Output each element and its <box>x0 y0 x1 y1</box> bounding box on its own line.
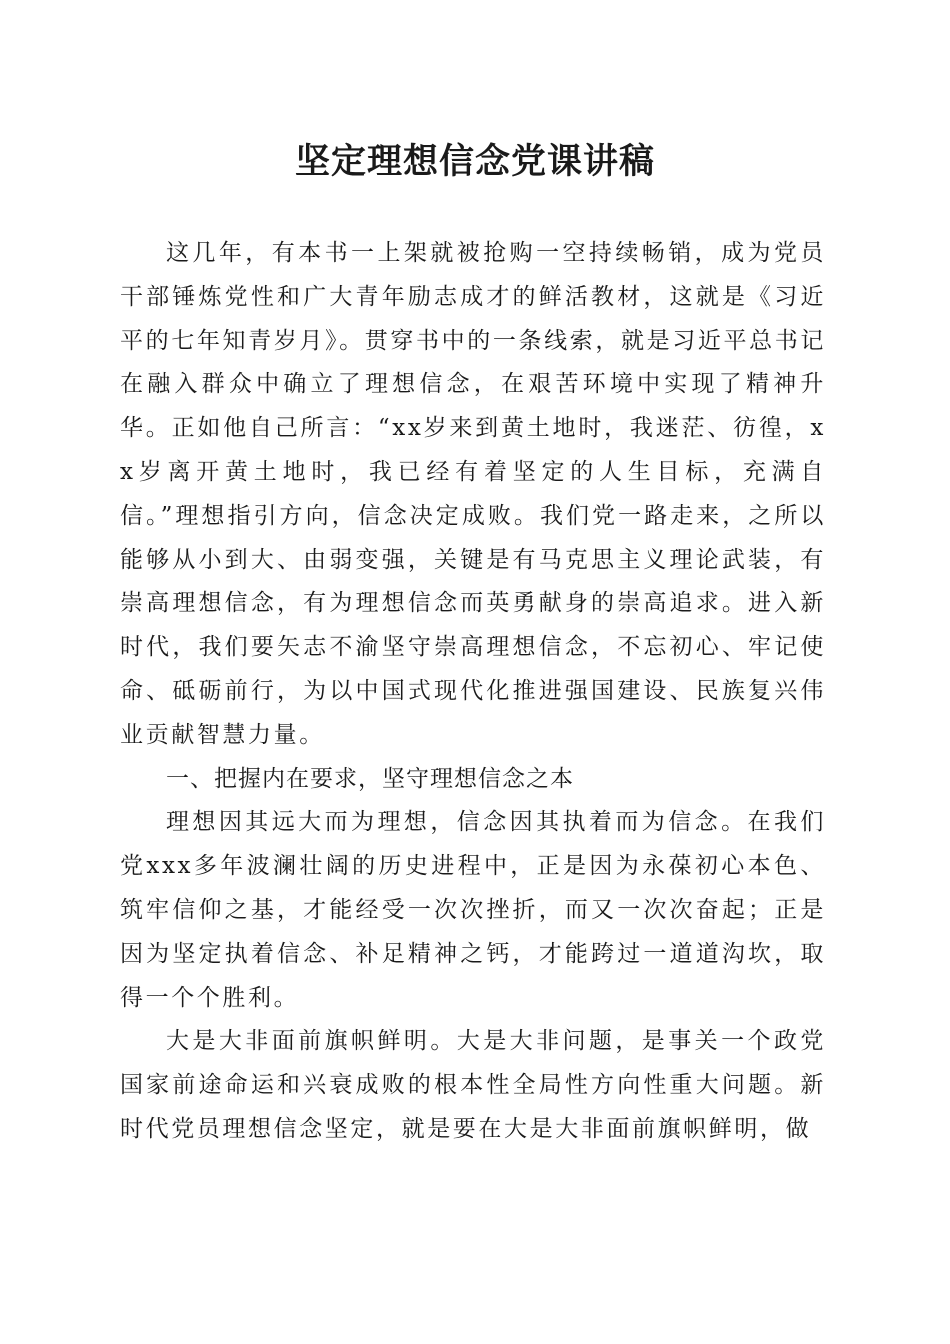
paragraph-intro: 这几年，有本书一上架就被抢购一空持续畅销，成为党员干部锤炼党性和广大青年励志成才的鲜活教材，这就是《习近平的七年知青岁月》。贯穿书中的一条线索，就是习近平总书记在融入群众中确立了理想信念，在艰苦环境中实现了精神升华。正如他自己所言：“xx岁来到黄土地时，我迷茫、彷徨，xx岁离开黄土地时，我已经有着坚定的人生目标，充满自信。”理想指引方向，信念决定成败。我们党一路走来，之所以能够从小到大、由弱变强，关键是有马克思主义理论武装，有崇高理想信念，有为理想信念而英勇献身的崇高追求。进入新时代，我们要矢志不渝坚守崇高理想信念，不忘初心、牢记使命、砥砺前行，为以中国式现代化推进强国建设、民族复兴伟业贡献智慧力量。 <box>120 240 826 748</box>
paragraph-right-wrong: 大是大非面前旗帜鲜明。大是大非问题，是事关一个政党国家前途命运和兴衰成败的根本性全局性方向性重大问题。新时代党员理想信念坚定，就是要在大是大非面前旗帜鲜明，做 <box>120 1028 826 1142</box>
paragraph-ideals: 理想因其远大而为理想，信念因其执着而为信念。在我们党xxx多年波澜壮阔的历史进程中，正是因为永葆初心本色、筑牢信仰之基，才能经受一次次挫折，而又一次次奋起；正是因为坚定执着信念、补足精神之钙，才能跨过一道道沟坎，取得一个个胜利。 <box>120 809 826 1011</box>
document-body <box>120 232 826 1152</box>
section-heading: 一、把握内在要求，坚守理想信念之本 <box>166 765 574 792</box>
document-title: 坚定理想信念党课讲稿 <box>294 141 655 182</box>
